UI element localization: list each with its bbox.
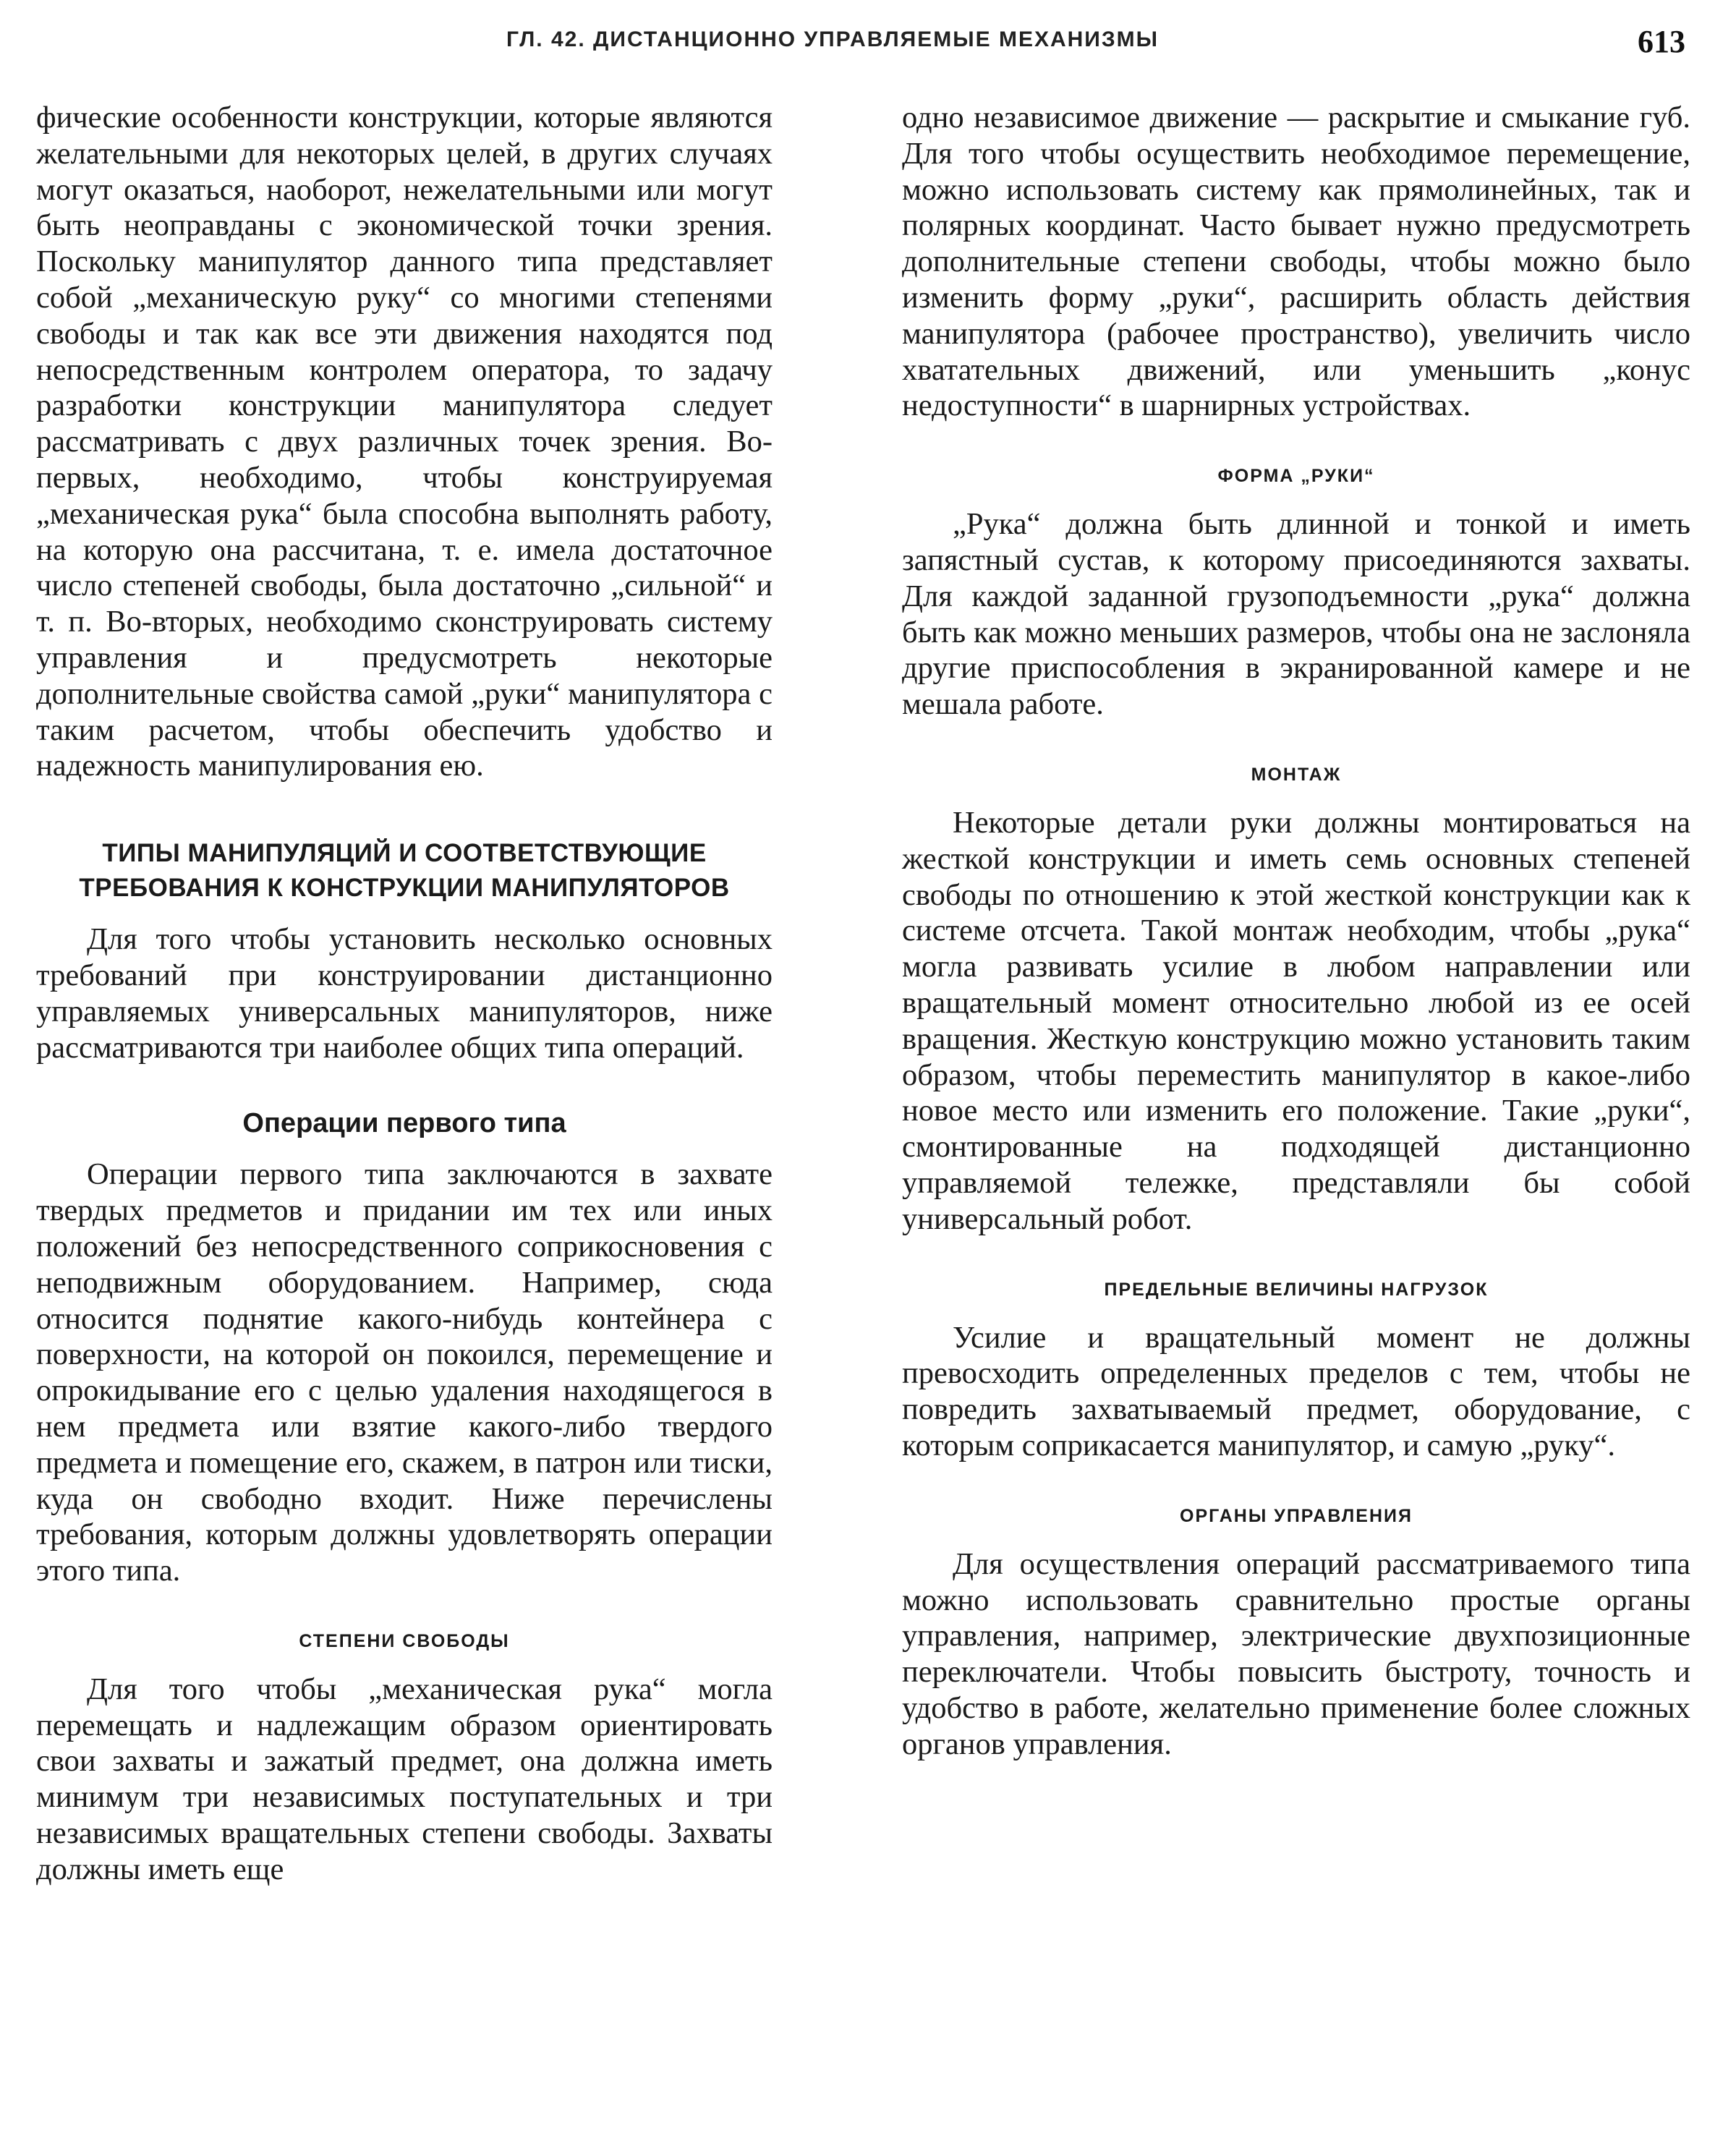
running-head: [0, 23, 1685, 67]
paragraph: Для того чтобы „механическая рука“ могла перемещать и надлежащим образом ориентировать свои захваты и зажатый предмет, она должна иметь минимум три независимых поступательных и три независимых вращательных степени свободы. Захваты должны иметь еще: [36, 1672, 773, 1886]
page-number: 613: [1638, 24, 1685, 59]
minor-heading: ФОРМА „РУКИ“: [1217, 466, 1375, 487]
paragraph: одно независимое движение — раскрытие и смыкание губ. Для того чтобы осуществить необходимое перемещение, можно использовать систему как прямолинейных, так и полярных координат. Часто бывает нужно предусмотреть дополнительные степени свободы, чтобы можно было изменить форму „руки“, расширить область действия манипулятора (рабочее пространство), увеличить число хватательных движений, или уменьшить „конус недоступности“ в шарнирных устройствах.: [902, 101, 1690, 423]
right-column: [902, 100, 1690, 1762]
paragraph: „Рука“ должна быть длинной и тонкой и иметь запястный сустав, к которому присоединяются захваты. Для каждой заданной грузоподъемности „рука“ должна быть как можно меньших размеров, чтобы она не заслоняла другие приспособления в экранированной камере и не мешала работе.: [902, 507, 1690, 722]
running-title: ГЛ. 42. ДИСТАНЦИОННО УПРАВЛЯЕМЫЕ МЕХАНИЗМЫ: [506, 27, 1160, 51]
minor-heading: СТЕПЕНИ СВОБОДЫ: [299, 1630, 510, 1651]
subsection-heading: Операции первого типа: [242, 1108, 566, 1139]
minor-heading: ПРЕДЕЛЬНЫЕ ВЕЛИЧИНЫ НАГРУЗОК: [1104, 1279, 1489, 1300]
section-heading: ТИПЫ МАНИПУЛЯЦИЙ И СООТВЕТСТВУЮЩИЕ ТРЕБОВАНИЯ К КОНСТРУКЦИИ МАНИПУЛЯТОРОВ: [79, 839, 730, 903]
paragraph: Некоторые детали руки должны монтироваться на жесткой конструкции и иметь семь основных степеней свободы по отношению к этой жесткой конструкции как к системе отсчета. Такой монтаж необходим, чтобы „рука“ могла развивать усилие в любом направлении или вращательный момент относительно любой из ее осей вращения. Жесткую конструкцию можно установить таким образом, чтобы переместить манипулятор в какое-либо новое место или изменить его положение. Такие „руки“, смонтированные на подходящей дистанционно управляемой тележке, представляли бы собой универсальный робот.: [902, 805, 1690, 1236]
left-column: [36, 100, 773, 1888]
paragraph: Операции первого типа заключаются в захвате твердых предметов и придании им тех или иных положений без непосредственного соприкосновения с неподвижным оборудованием. Например, сюда относится поднятие какого-нибудь контейнера с поверхности, на которой он покоился, перемещение и опрокидывание его с целью удаления находящегося в нем предмета или взятие какого-либо твердого предмета и помещение его, скажем, в патрон или тиски, куда он свободно входит. Ниже перечислены требования, которым должны удовлетворять операции этого типа.: [36, 1157, 773, 1588]
minor-heading: МОНТАЖ: [1251, 764, 1342, 785]
minor-heading: ОРГАНЫ УПРАВЛЕНИЯ: [1180, 1505, 1413, 1526]
paragraph: Усилие и вращательный момент не должны превосходить определенных пределов с тем, чтобы не повредить захватываемый предмет, оборудование, с которым соприкасается манипулятор, и самую „руку“.: [902, 1320, 1690, 1462]
paragraph: фические особенности конструкции, которые являются желательными для некоторых целей, в других случаях могут оказаться, наоборот, нежелательными или могут быть неоправданы с экономической точки зрения. Поскольку манипулятор данного типа представляет собой „механическую руку“ со многими степенями свободы и так как все эти движения находятся под непосредственным контролем оператора, то задачу разработки конструкции манипулятора следует рассматривать с двух различных точек зрения. Во-первых, необходимо, чтобы конструируемая „механическая рука“ была способна выполнять работу, на которую она рассчитана, т. е. имела достаточное число степеней свободы, была достаточно „сильной“ и т. п. Во-вторых, необходимо сконструировать систему управления и предусмотреть некоторые дополнительные свойства самой „руки“ манипулятора с таким расчетом, чтобы обеспечить удобство и надежность манипулирования ею.: [36, 101, 773, 783]
paragraph: Для того чтобы установить несколько основных требований при конструировании дистанционно управляемых универсальных манипуляторов, ниже рассматриваются три наиболее общих типа операций.: [36, 922, 773, 1065]
paragraph: Для осуществления операций рассматриваемого типа можно использовать сравнительно простые органы управления, например, электрические двухпозиционные переключатели. Чтобы повысить быстроту, точность и удобство в работе, желательно применение более сложных органов управления.: [902, 1546, 1690, 1761]
